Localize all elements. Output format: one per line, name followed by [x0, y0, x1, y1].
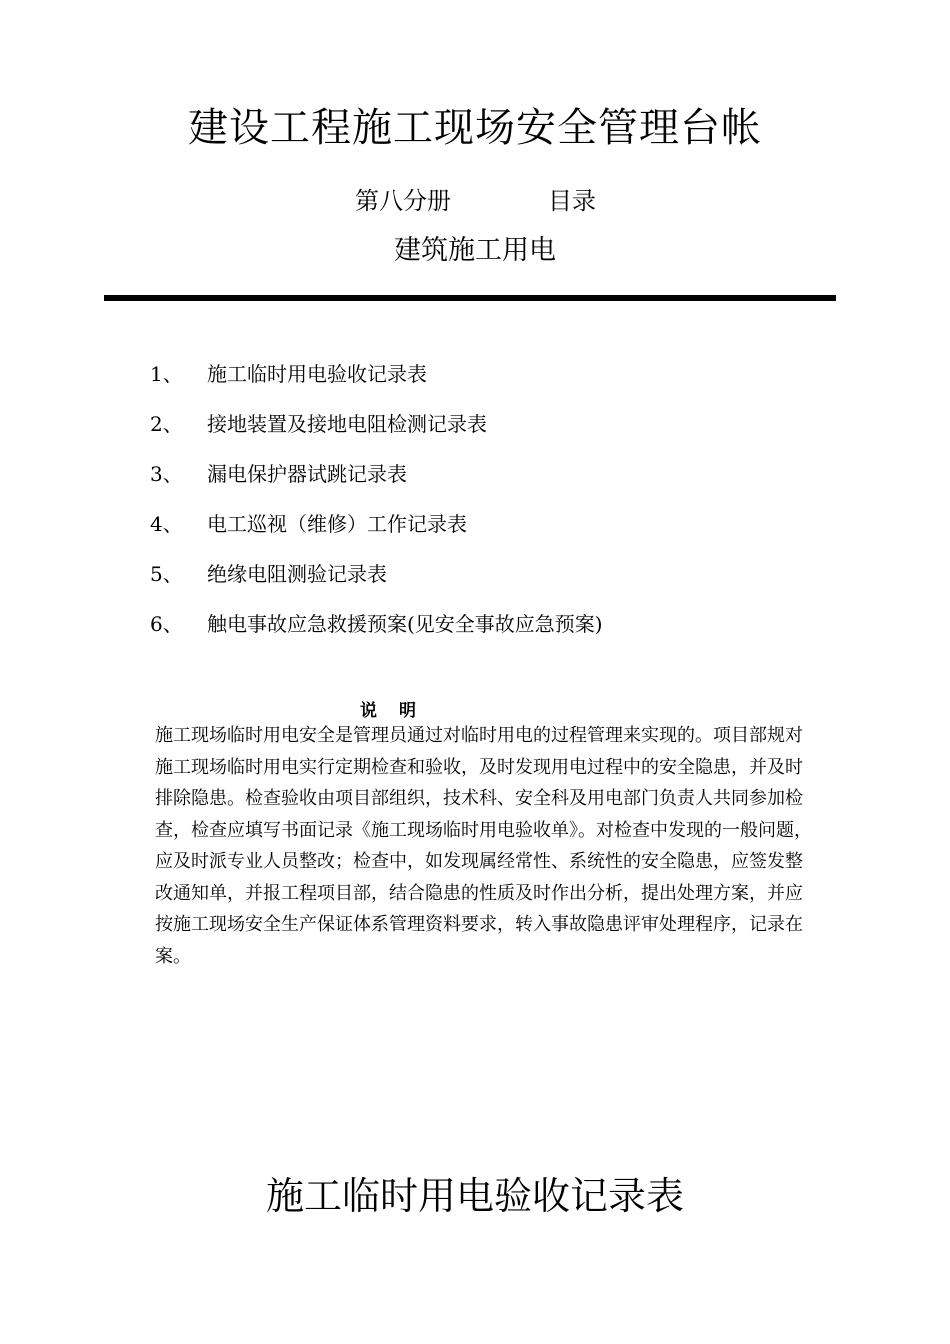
note-line: 改通知单，并报工程项目部，结合隐患的性质及时作出分析，提出处理方案，并应	[155, 882, 803, 904]
toc-item-label: 施工临时用电验收记录表	[207, 362, 427, 386]
note-heading: 说明	[360, 701, 438, 721]
toc-item-number: 5、	[150, 562, 183, 586]
volume-label: 第八分册	[355, 187, 451, 215]
toc-item	[150, 356, 603, 406]
toc-item-label: 漏电保护器试跳记录表	[207, 462, 407, 486]
toc-item-label: 绝缘电阻测验记录表	[207, 562, 387, 586]
toc-item-number: 3、	[150, 462, 183, 486]
toc-item-number: 1、	[150, 362, 183, 386]
toc-label: 目录	[548, 187, 596, 215]
toc-item-number: 6、	[150, 612, 183, 636]
toc-item	[150, 556, 603, 606]
note-line: 按施工现场安全生产保证体系管理资料要求，转入事故隐患评审处理程序，记录在	[155, 914, 803, 935]
note-line: 施工现场临时用电实行定期检查和验收，及时发现用电过程中的安全隐患，并及时	[155, 756, 803, 778]
note-body	[155, 720, 857, 972]
note-line: 施工现场临时用电安全是管理员通过对临时用电的过程管理来实现的。项目部规对	[155, 725, 803, 746]
toc-item	[150, 406, 603, 456]
note-line: 查，检查应填写书面记录《施工现场临时用电验收单》。对检查中发现的一般问题，	[155, 819, 812, 841]
toc-item-label: 电工巡视（维修）工作记录表	[207, 512, 467, 536]
toc-item-label: 接地装置及接地电阻检测记录表	[207, 412, 487, 436]
toc-list	[150, 356, 603, 656]
note-line: 应及时派专业人员整改；检查中，如发现属经常性、系统性的安全隐患，应签发整	[155, 851, 803, 872]
next-form-title: 施工临时用电验收记录表	[265, 1174, 684, 1218]
note-line: 案。	[155, 945, 191, 967]
toc-item	[150, 456, 603, 506]
toc-item	[150, 606, 603, 656]
section-title: 建筑施工用电	[394, 235, 556, 266]
document-title: 建设工程施工现场安全管理台帐	[188, 105, 762, 151]
toc-item-number: 4、	[150, 512, 183, 536]
toc-item	[150, 506, 603, 556]
note-line: 排除隐患。检查验收由项目部组织，技术科、安全科及用电部门负责人共同参加检	[155, 788, 803, 809]
divider-rule	[104, 295, 836, 301]
toc-item-label: 触电事故应急救援预案(见安全事故应急预案)	[207, 612, 603, 636]
toc-item-number: 2、	[150, 412, 183, 436]
